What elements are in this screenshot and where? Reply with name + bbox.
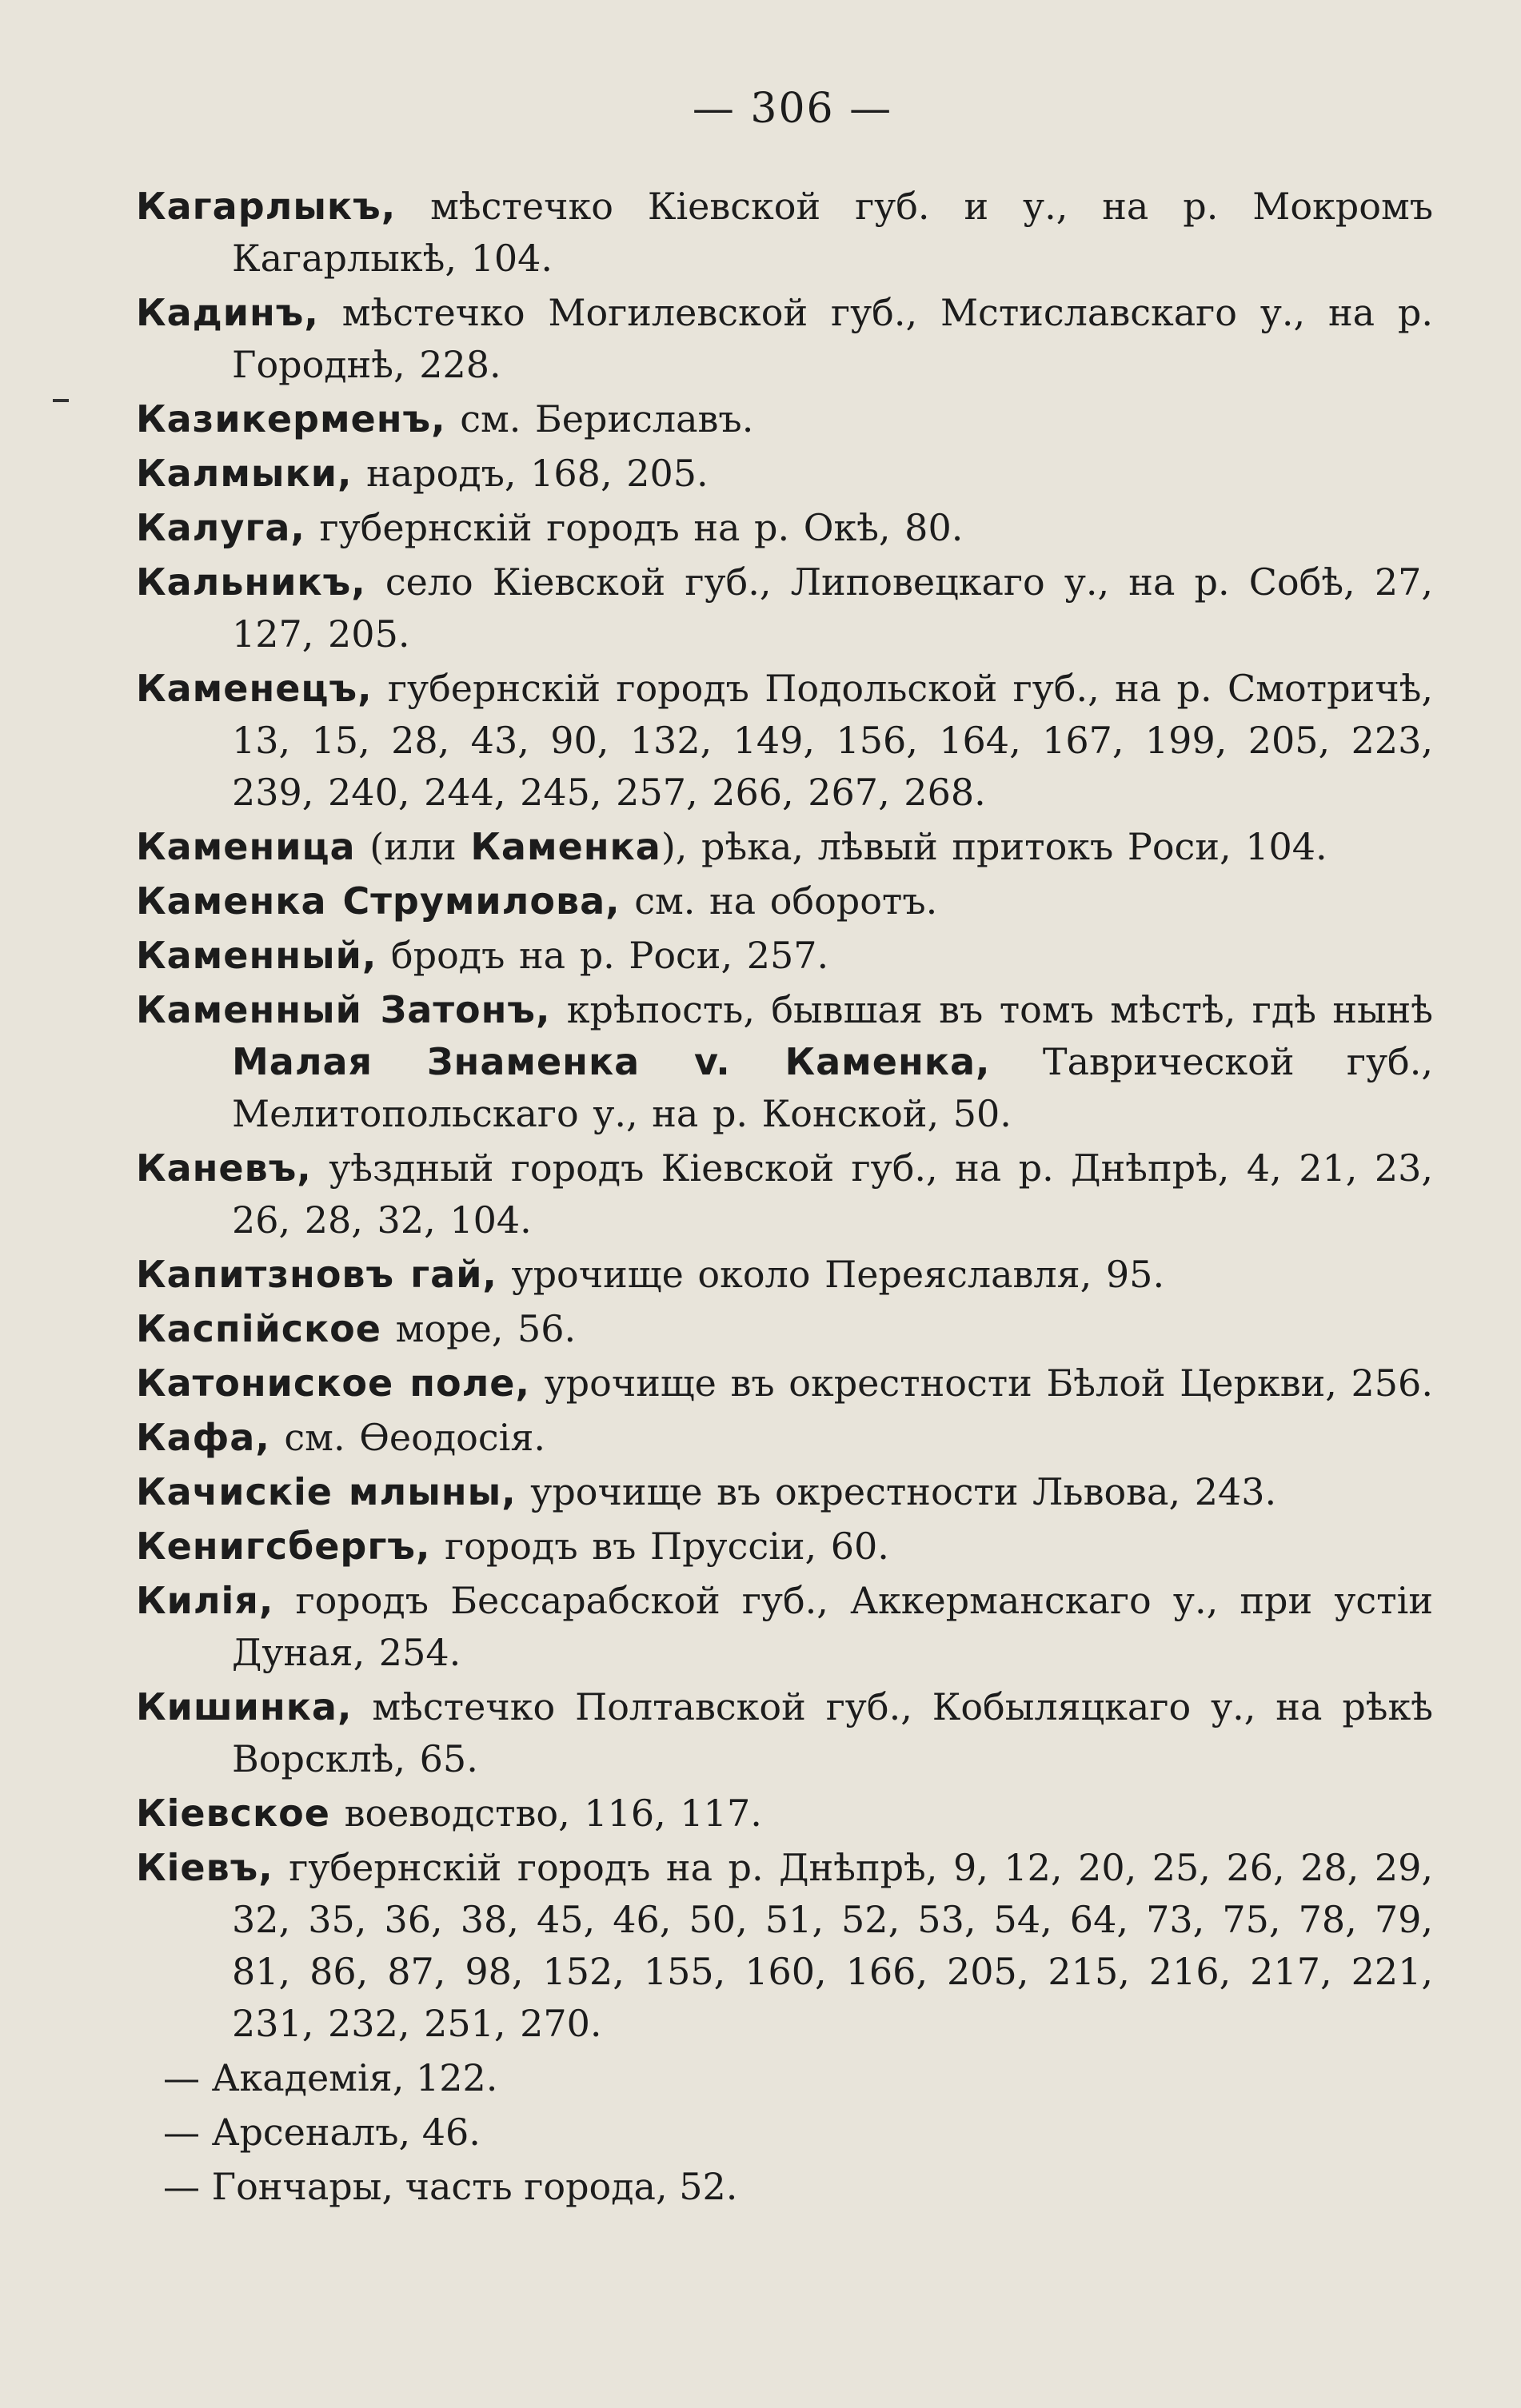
entry-text: см. на оборотъ.	[620, 879, 938, 923]
index-subentry	[136, 2052, 1433, 2104]
entry-text: губернскій городъ на р. Днѣпрѣ, 9, 12, 20, 25, 26, 28, 29, 32, 35, 36, 38, 45, 46, 50, 51, 52, 53, 54, 64, 73, 75, 78, 79, 81, 86, 87, 98, 152, 155, 160, 166, 205, 215, 216, 217, 221, 231, 232, 251, 270.	[232, 1846, 1433, 2045]
entry-headword: Каменица	[136, 825, 356, 868]
index-entry	[136, 1521, 1433, 1573]
entry-text-secondary: Таврической губ., Мелитопольскаго у., на р. Конской, 50.	[232, 1040, 1433, 1135]
index-entry	[136, 1142, 1433, 1246]
subentry-dash: —	[163, 2056, 212, 2099]
entry-headword: Калмыки,	[136, 452, 353, 495]
entry-headword: Каменный,	[136, 934, 377, 977]
entry-text: губернскій городъ на р. Окѣ, 80.	[305, 506, 964, 549]
entry-text: см. Ѳеодосія.	[269, 1416, 545, 1459]
index-entry	[136, 393, 1433, 445]
entry-text: см. Бериславъ.	[445, 397, 754, 441]
entry-headword: Килія,	[136, 1579, 274, 1622]
entry-text-secondary: ), рѣка, лѣвый притокъ Роси, 104.	[661, 825, 1327, 868]
index-entry	[136, 663, 1433, 819]
subentry-dash: —	[163, 2165, 212, 2208]
index-entry	[136, 875, 1433, 927]
entry-headword-secondary: Малая Знаменка v. Каменка,	[232, 1040, 991, 1083]
entry-text: губернскій городъ Подольской губ., на р. Смотричѣ, 13, 15, 28, 43, 90, 132, 149, 156, 164, 167, 199, 205, 223, 239, 240, 244, 245, 257, 266, 267, 268.	[232, 667, 1433, 814]
index-entry	[136, 821, 1433, 873]
index-entry	[136, 556, 1433, 660]
index-entry	[136, 448, 1433, 500]
entry-text: бродъ на р. Роси, 257.	[377, 934, 829, 977]
index-list	[136, 181, 1433, 2213]
index-entry	[136, 1412, 1433, 1464]
entry-headword: Каспійское	[136, 1307, 381, 1350]
entry-headword: Кенигсбергъ,	[136, 1525, 431, 1568]
entry-headword: Кальникъ,	[136, 560, 366, 604]
entry-headword: Капитзновъ гай,	[136, 1253, 497, 1296]
subentry-text: 46.	[410, 2111, 481, 2154]
entry-headword: Кагарлыкъ,	[136, 185, 397, 228]
index-subentry	[136, 2107, 1433, 2159]
entry-text: крѣпость, бывшая въ томъ мѣстѣ, гдѣ нынѣ	[550, 988, 1433, 1031]
entry-headword: Качискіе млыны,	[136, 1470, 517, 1513]
entry-text: море, 56.	[381, 1307, 577, 1350]
entry-text: урочище около Переяславля, 95.	[497, 1253, 1165, 1296]
entry-text: воеводство, 116, 117.	[329, 1792, 762, 1835]
index-entry	[136, 1249, 1433, 1301]
entry-headword: Кадинъ,	[136, 291, 319, 334]
subentry-headword: Академія,	[211, 2056, 405, 2099]
entry-headword: Кафа,	[136, 1416, 270, 1459]
entry-headword: Катониское поле,	[136, 1361, 530, 1405]
subentry-headword: Арсеналъ,	[211, 2111, 411, 2154]
entry-text: мѣстечко Могилевской губ., Мстиславскаго у., на р. Городнѣ, 228.	[232, 291, 1433, 386]
index-entry	[136, 1303, 1433, 1355]
index-entry	[136, 1681, 1433, 1785]
entry-headword: Каневъ,	[136, 1146, 312, 1190]
index-entry	[136, 1842, 1433, 2050]
subentry-dash: —	[163, 2111, 212, 2154]
entry-headword: Кишинка,	[136, 1685, 353, 1728]
entry-headword-secondary: Каменка	[470, 825, 661, 868]
entry-headword: Калуга,	[136, 506, 305, 549]
entry-text: мѣстечко Кіевской губ. и у., на р. Мокромъ Кагарлыкѣ, 104.	[232, 185, 1433, 280]
subentry-text: 122.	[404, 2056, 498, 2099]
index-entry	[136, 1357, 1433, 1409]
entry-headword: Казикерменъ,	[136, 397, 446, 441]
entry-text: уѣздный городъ Кіевской губ., на р. Днѣпрѣ, 4, 21, 23, 26, 28, 32, 104.	[232, 1146, 1433, 1242]
entry-headword: Каменный Затонъ,	[136, 988, 551, 1031]
index-entry	[136, 181, 1433, 285]
index-entry	[136, 1466, 1433, 1518]
index-entry	[136, 1575, 1433, 1679]
subentry-text: часть города, 52.	[393, 2165, 738, 2208]
margin-mark	[53, 399, 69, 402]
entry-text: народъ, 168, 205.	[352, 452, 709, 495]
entry-headword: Кіевъ,	[136, 1846, 273, 1889]
entry-text: мѣстечко Полтавской губ., Кобыляцкаго у., на рѣкѣ Ворсклѣ, 65.	[232, 1685, 1433, 1780]
index-subentry	[136, 2161, 1433, 2213]
index-entry	[136, 1788, 1433, 1840]
entry-headword: Каменка Струмилова,	[136, 879, 621, 923]
entry-text: городъ Бессарабской губ., Аккерманскаго у., при устіи Дуная, 254.	[232, 1579, 1433, 1674]
index-entry	[136, 984, 1433, 1140]
entry-text: урочище въ окрестности Бѣлой Церкви, 256.	[529, 1361, 1433, 1405]
entry-text: (или	[355, 825, 471, 868]
entry-headword: Каменецъ,	[136, 667, 373, 710]
index-entry	[136, 502, 1433, 554]
entry-text: урочище въ окрестности Львова, 243.	[516, 1470, 1277, 1513]
entry-text: городъ въ Пруссіи, 60.	[430, 1525, 889, 1568]
index-entry	[136, 930, 1433, 982]
entry-text: село Кіевской губ., Липовецкаго у., на р. Собѣ, 27, 127, 205.	[232, 560, 1433, 656]
page-number: — 306 —	[692, 85, 893, 133]
entry-headword: Кіевское	[136, 1792, 330, 1835]
index-entry	[136, 287, 1433, 391]
subentry-headword: Гончары,	[211, 2165, 393, 2208]
